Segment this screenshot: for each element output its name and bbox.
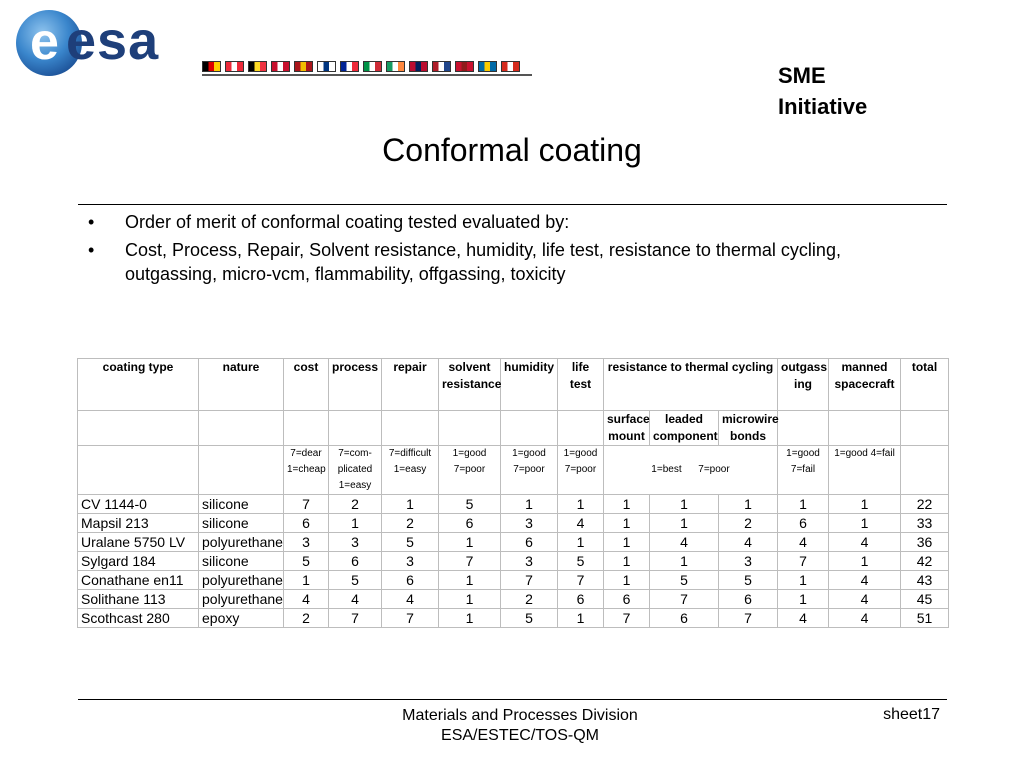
sme-initiative-label: SME Initiative (778, 63, 868, 119)
score-cell: 6 (778, 514, 829, 533)
flag-icon (363, 61, 382, 72)
score-cell: 7 (778, 552, 829, 571)
coating-name-cell: Sylgard 184 (78, 552, 199, 571)
score-cell: 6 (719, 590, 778, 609)
col-header-thermal: resistance to thermal cycling (604, 359, 778, 411)
score-cell: 7 (382, 609, 439, 628)
score-cell: 1 (439, 609, 501, 628)
flag-icon (432, 61, 451, 72)
col-header-solvent: solvent resistance (439, 359, 501, 411)
col-header-microwire: microwire bonds (719, 411, 778, 446)
flag-icon (317, 61, 336, 72)
score-cell: 4 (329, 590, 382, 609)
bullet-item (88, 210, 938, 234)
bullet-dot-icon: • (88, 212, 95, 232)
score-cell: 4 (650, 533, 719, 552)
total-cell: 51 (901, 609, 949, 628)
score-cell: 7 (501, 571, 558, 590)
score-cell: 3 (501, 514, 558, 533)
scale-process: 7=com-plicated 1=easy (329, 446, 382, 495)
score-cell: 6 (604, 590, 650, 609)
score-cell: 6 (501, 533, 558, 552)
score-cell: 4 (558, 514, 604, 533)
scale-manned: 1=good 4=fail (829, 446, 901, 495)
score-cell: 4 (829, 533, 901, 552)
col-header-leaded: leaded component (650, 411, 719, 446)
footer-center (320, 706, 720, 746)
coating-name-cell: CV 1144-0 (78, 495, 199, 514)
bullet-text: Cost, Process, Repair, Solvent resistance, humidity, life test, resistance to thermal cycling, outgassing, micro-vcm, flammability, offgassing, toxicity (125, 240, 841, 284)
nature-cell: polyurethane (199, 590, 284, 609)
score-cell: 1 (719, 495, 778, 514)
score-cell: 2 (719, 514, 778, 533)
scale-thermal: 1=best 7=poor (604, 446, 778, 495)
scale-cost: 7=dear 1=cheap (284, 446, 329, 495)
nature-cell: silicone (199, 514, 284, 533)
table-row (78, 495, 949, 514)
score-cell: 4 (382, 590, 439, 609)
scale-life-test: 1=good 7=poor (558, 446, 604, 495)
footer-division: Materials and Processes Division (402, 707, 638, 724)
total-cell: 45 (901, 590, 949, 609)
score-cell: 4 (829, 571, 901, 590)
coating-merit-table (77, 358, 949, 628)
col-header-surface-mount: surface mount (604, 411, 650, 446)
col-header-total: total (901, 359, 949, 411)
score-cell: 3 (284, 533, 329, 552)
flag-icon (225, 61, 244, 72)
bullet-dot-icon: • (88, 240, 95, 260)
score-cell: 1 (439, 533, 501, 552)
score-cell: 5 (439, 495, 501, 514)
col-header-manned: manned spacecraft (829, 359, 901, 411)
score-cell: 1 (329, 514, 382, 533)
empty-cell (558, 411, 604, 446)
score-cell: 1 (829, 552, 901, 571)
score-cell: 1 (604, 495, 650, 514)
table-row (78, 609, 949, 628)
bullet-item (88, 238, 938, 286)
score-cell: 1 (558, 495, 604, 514)
bullet-list (88, 210, 938, 290)
score-cell: 1 (829, 495, 901, 514)
score-cell: 1 (558, 609, 604, 628)
flag-icon (386, 61, 405, 72)
col-header-life-test: life test (558, 359, 604, 411)
total-cell: 42 (901, 552, 949, 571)
col-header-process: process (329, 359, 382, 411)
flag-icon (455, 61, 474, 72)
top-divider (78, 204, 947, 205)
score-cell: 5 (329, 571, 382, 590)
scale-solvent: 1=good 7=poor (439, 446, 501, 495)
col-header-coating-type: coating type (78, 359, 199, 411)
col-header-nature: nature (199, 359, 284, 411)
member-state-flags (202, 60, 520, 72)
esa-logo (12, 6, 222, 84)
col-header-cost: cost (284, 359, 329, 411)
score-cell: 5 (650, 571, 719, 590)
empty-cell (199, 446, 284, 495)
score-cell: 4 (284, 590, 329, 609)
nature-cell: polyurethane (199, 571, 284, 590)
total-cell: 36 (901, 533, 949, 552)
score-cell: 5 (382, 533, 439, 552)
score-cell: 7 (650, 590, 719, 609)
score-cell: 4 (778, 609, 829, 628)
score-cell: 2 (329, 495, 382, 514)
empty-cell (78, 446, 199, 495)
score-cell: 6 (284, 514, 329, 533)
score-cell: 6 (382, 571, 439, 590)
coating-name-cell: Uralane 5750 LV (78, 533, 199, 552)
total-cell: 43 (901, 571, 949, 590)
score-cell: 7 (558, 571, 604, 590)
table-row (78, 533, 949, 552)
coating-name-cell: Solithane 113 (78, 590, 199, 609)
score-cell: 4 (829, 609, 901, 628)
flag-icon (202, 61, 221, 72)
flag-underline (202, 74, 532, 76)
score-cell: 1 (829, 514, 901, 533)
footer-org: ESA/ESTEC/TOS-QM (441, 727, 599, 744)
empty-cell (78, 411, 199, 446)
empty-cell (284, 411, 329, 446)
score-cell: 3 (719, 552, 778, 571)
empty-cell (778, 411, 829, 446)
table-row (78, 514, 949, 533)
flag-icon (271, 61, 290, 72)
coating-name-cell: Mapsil 213 (78, 514, 199, 533)
table-body (78, 495, 949, 628)
flag-icon (478, 61, 497, 72)
score-cell: 1 (604, 514, 650, 533)
nature-cell: epoxy (199, 609, 284, 628)
score-cell: 3 (382, 552, 439, 571)
nature-cell: polyurethane (199, 533, 284, 552)
score-cell: 2 (501, 590, 558, 609)
score-cell: 1 (558, 533, 604, 552)
score-cell: 3 (501, 552, 558, 571)
score-cell: 1 (604, 552, 650, 571)
empty-cell (901, 446, 949, 495)
score-cell: 6 (650, 609, 719, 628)
flag-icon (340, 61, 359, 72)
slide-title: Conformal coating (382, 132, 642, 168)
scale-humidity: 1=good 7=poor (501, 446, 558, 495)
flag-icon (248, 61, 267, 72)
score-cell: 5 (719, 571, 778, 590)
table-row (78, 552, 949, 571)
score-cell: 1 (650, 552, 719, 571)
score-cell: 6 (329, 552, 382, 571)
empty-cell (829, 411, 901, 446)
col-header-repair: repair (382, 359, 439, 411)
flag-icon (294, 61, 313, 72)
table-row (78, 571, 949, 590)
score-cell: 1 (650, 495, 719, 514)
score-cell: 2 (284, 609, 329, 628)
nature-cell: silicone (199, 495, 284, 514)
score-cell: 7 (329, 609, 382, 628)
score-cell: 3 (329, 533, 382, 552)
score-cell: 7 (439, 552, 501, 571)
score-cell: 1 (604, 533, 650, 552)
score-cell: 5 (284, 552, 329, 571)
score-cell: 4 (829, 590, 901, 609)
score-cell: 7 (284, 495, 329, 514)
col-header-humidity: humidity (501, 359, 558, 411)
empty-cell (439, 411, 501, 446)
score-cell: 1 (650, 514, 719, 533)
score-cell: 1 (778, 571, 829, 590)
nature-cell: silicone (199, 552, 284, 571)
total-cell: 33 (901, 514, 949, 533)
score-cell: 1 (501, 495, 558, 514)
score-cell: 6 (439, 514, 501, 533)
score-cell: 7 (604, 609, 650, 628)
score-cell: 7 (719, 609, 778, 628)
score-cell: 1 (778, 495, 829, 514)
flag-icon (501, 61, 520, 72)
score-cell: 1 (778, 590, 829, 609)
bottom-divider (78, 699, 947, 700)
score-cell: 5 (558, 552, 604, 571)
bullet-text: Order of merit of conformal coating tested evaluated by: (125, 212, 570, 232)
score-cell: 1 (439, 590, 501, 609)
score-cell: 4 (778, 533, 829, 552)
empty-cell (901, 411, 949, 446)
empty-cell (382, 411, 439, 446)
empty-cell (501, 411, 558, 446)
table-subheader-row (78, 411, 949, 446)
score-cell: 1 (382, 495, 439, 514)
score-cell: 6 (558, 590, 604, 609)
flag-icon (409, 61, 428, 72)
score-cell: 5 (501, 609, 558, 628)
col-header-outgassing: outgass ing (778, 359, 829, 411)
sheet-number: sheet17 (883, 706, 940, 723)
table-header-row (78, 359, 949, 411)
score-cell: 1 (604, 571, 650, 590)
empty-cell (329, 411, 382, 446)
coating-name-cell: Scothcast 280 (78, 609, 199, 628)
table-scale-row (78, 446, 949, 495)
total-cell: 22 (901, 495, 949, 514)
logo-text: esa (66, 11, 160, 71)
empty-cell (199, 411, 284, 446)
score-cell: 4 (719, 533, 778, 552)
score-cell: 1 (284, 571, 329, 590)
table-row (78, 590, 949, 609)
scale-repair: 7=difficult 1=easy (382, 446, 439, 495)
coating-name-cell: Conathane en11 (78, 571, 199, 590)
scale-outgassing: 1=good 7=fail (778, 446, 829, 495)
esa-globe-icon: e (16, 10, 82, 76)
score-cell: 1 (439, 571, 501, 590)
score-cell: 2 (382, 514, 439, 533)
